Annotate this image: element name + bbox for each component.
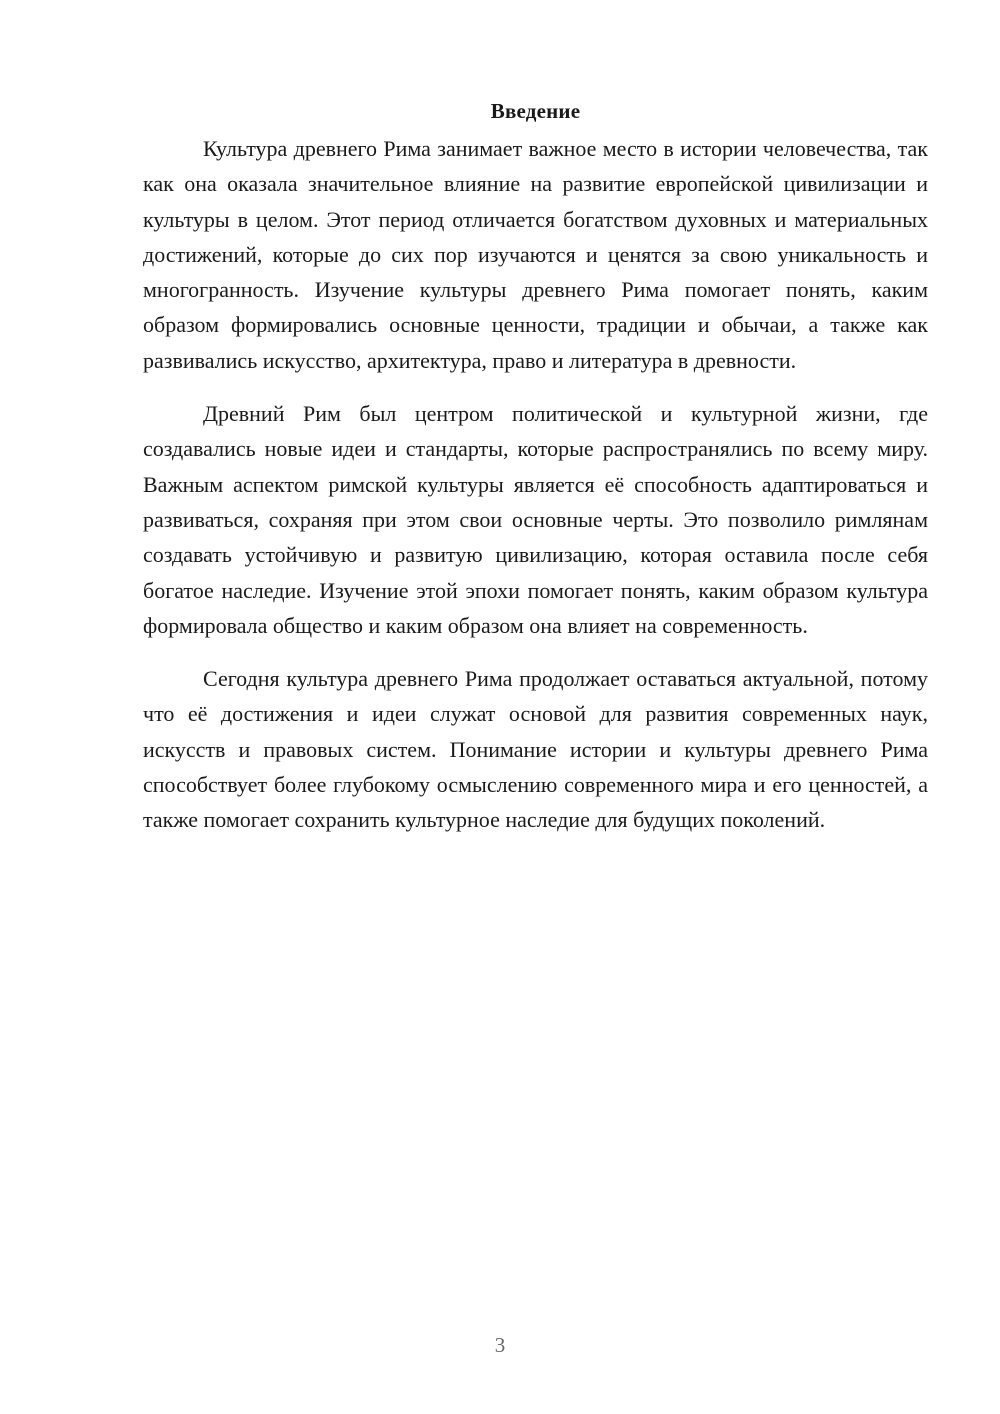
paragraph-3: Сегодня культура древнего Рима продолжает оставаться актуальной, потому что её достижения и идеи служат основой для развития современных наук, искусств и правовых систем. Понимание истории и культуры древнего Рима способствует более глубокому осмыслению современного мира и его ценностей, а также помогает сохранить культурное наследие для будущих поколений. <box>143 666 928 833</box>
page-number: 3 <box>494 1333 506 1357</box>
section-heading: Введение <box>490 99 581 123</box>
paragraph-1: Культура древнего Рима занимает важное место в истории человечества, так как она оказала значительное влияние на развитие европейской цивилизации и культуры в целом. Этот период отличается богатством духовных и материальных достижений, которые до сих пор изучаются и ценятся за свою уникальность и многогранность. Изучение культуры древнего Рима помогает понять, каким образом формировались основные ценности, традиции и обычаи, а также как развивались искусство, архитектура, право и литература в древности. <box>143 136 928 373</box>
paragraph-2: Древний Рим был центром политической и культурной жизни, где создавались новые идеи и стандарты, которые распространялись по всему миру. Важным аспектом римской культуры является её способность адаптироваться и развиваться, сохраняя при этом свои основные черты. Это позволило римлянам создавать устойчивую и развитую цивилизацию, которая оставила после себя богатое наследие. Изучение этой эпохи помогает понять, каким образом культура формировала общество и каким образом она влияет на современность. <box>143 401 928 638</box>
page-content <box>143 96 928 856</box>
